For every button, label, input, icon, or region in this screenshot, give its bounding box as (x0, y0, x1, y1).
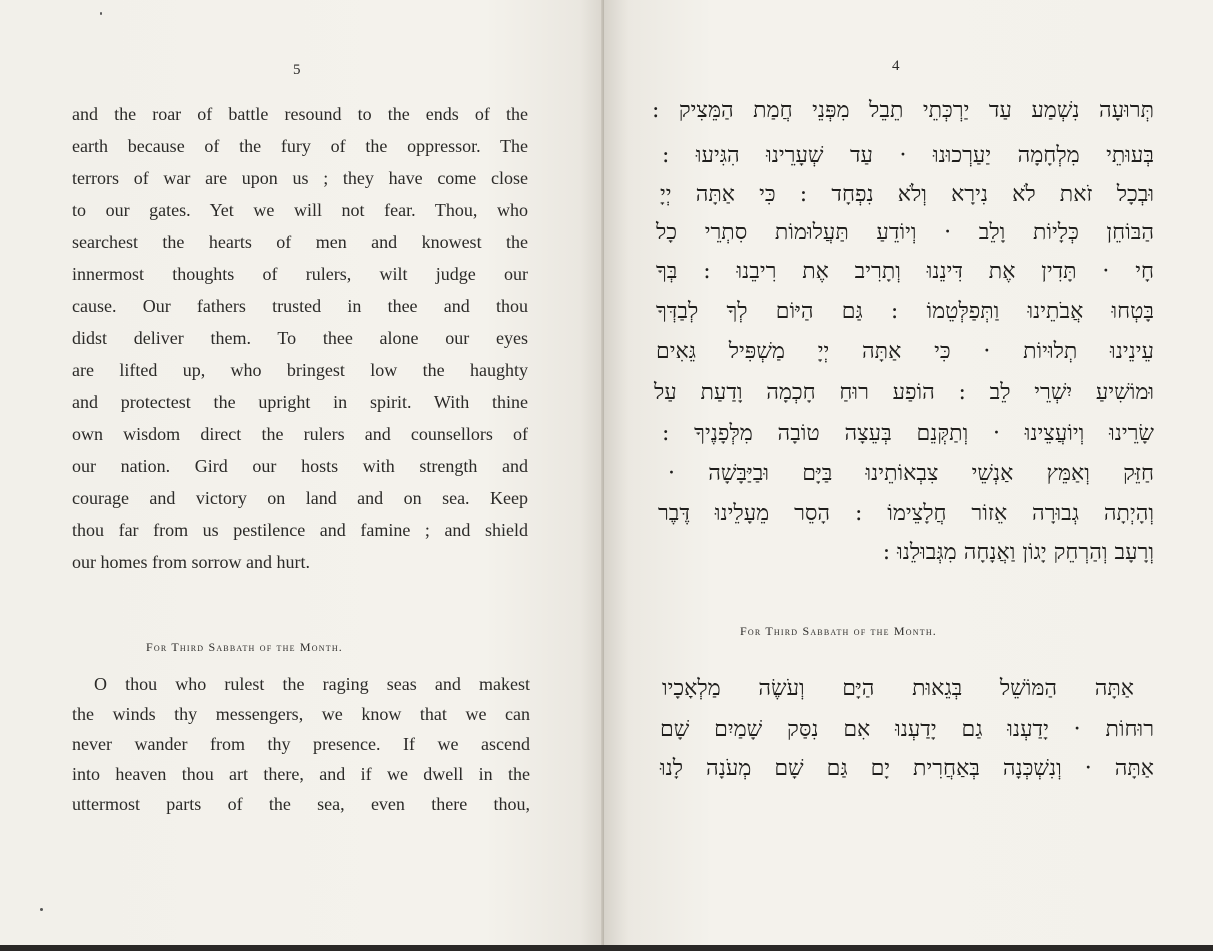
text-line: שָׂרֵינוּ וְיוֹעֲצֵינוּ · וְתַקְּנֵם בְּעֵצָה טוֹבָה מִלְּפָנֶיךָ : (662, 421, 1154, 446)
text-line: and protectest the upright in spirit. With thine (72, 392, 528, 412)
text-line: הַבּוֹחֵן כְּלָיוֹת וָלֵב · וְיוֹדֵעַ תַּעֲלוּמוֹת סִתְרֵי כָל (656, 220, 1154, 245)
text-line: our nation. Gird our hosts with strength and (72, 456, 528, 476)
text-line: אַתָּה הַמּוֹשֵׁל בְּגֵאוּת הַיָּם וְעֹשֶׂה מַלְאָכָיו (662, 676, 1134, 701)
text-line: אַתָּה · וְנִשְׁכְּנָה בְּאַחֲרִית יָם גַּם שָׁם מְעֹנָה לָנוּ (660, 756, 1154, 781)
right-page (604, 0, 1213, 945)
text-line: תְּרוּעָה נִשְׁמַע עַד יַרְכְּתֵי תֵבֵל מִפְּנֵי חֲמַת הַמֵּצִיק : (652, 98, 1154, 123)
text-line: חַזֵּק וְאַמֵּץ אַנְשֵׁי צִבְאוֹתֵינוּ בַּיָּם וּבַיַּבָּשָׁה · (668, 461, 1154, 486)
text-line: חָי · תָּדִין אֶת דִּינֵנוּ וְתָרִיב אֶת רִיבֵנוּ : בְּךָ (656, 259, 1155, 284)
text-line: וּבְכָל זֹאת לֹא נִירָא וְלֹא נִפְחָד : כִּי אַתָּה יְיָ (660, 182, 1154, 207)
section-heading-left: For Third Sabbath of the Month. (146, 640, 343, 654)
page-number-right: 4 (892, 58, 900, 74)
text-line: וּמוֹשִׁיעַ יִשְׁרֵי לֵב : הוֹפַע רוּחַ חָכְמָה וָדַעַת עַל (654, 380, 1154, 405)
text-line: courage and victory on land and on sea. Keep (72, 488, 528, 508)
text-line: earth because of the fury of the oppressor. The (72, 136, 528, 156)
page-number-left: 5 (293, 62, 301, 78)
text-line: to our gates. Yet we will not fear. Thou, who (72, 200, 528, 220)
text-line: uttermost parts of the sea, even there thou, (72, 794, 530, 814)
text-line: וְהָיְתָה גְבוּרָה אֵזוֹר חֲלָצֵימוֹ : הָסֵר מֵעָלֵינוּ דֶּבֶר (658, 501, 1154, 526)
text-line: innermost thoughts of rulers, wilt judge our (72, 264, 528, 284)
text-line: searchest the hearts of men and knowest the (72, 232, 528, 252)
text-line: terrors of war are upon us ; they have come close (72, 168, 528, 188)
text-line: cause. Our fathers trusted in thee and thou (72, 296, 528, 316)
text-line: into heaven thou art there, and if we dwell in the (72, 764, 530, 784)
text-line: didst deliver them. To thee alone our eyes (72, 328, 528, 348)
left-page (0, 0, 604, 945)
text-line: עֵינֵינוּ תְלוּיוֹת · כִּי אַתָּה יְיָ מַשְׁפִּיל גֵּאִים (656, 339, 1154, 364)
section-heading-right: For Third Sabbath of the Month. (740, 624, 937, 638)
text-line: the winds thy messengers, we know that we can (72, 704, 530, 724)
text-line: וְרָעָב וְהַרְחֵק יָגוֹן וַאֲנָחָה מִגְּבוּלֵנוּ : (882, 540, 1154, 565)
text-line: own wisdom direct the rulers and counsellors of (72, 424, 528, 444)
text-line: and the roar of battle resound to the ends of the (72, 104, 528, 124)
text-line: never wander from thy presence. If we ascend (72, 734, 530, 754)
text-line: רוּחוֹת · יָדַעְנוּ גַם יָדַעְנוּ אִם נִסַּק שָׁמַיִם שָׁם (660, 717, 1154, 742)
print-speck (100, 12, 102, 15)
text-line: בָּטְחוּ אֲבֹתֵינוּ וַתְּפַלְּטֵמוֹ : גַּם הַיּוֹם לְךָ לְבַדְּךָ (656, 299, 1154, 324)
text-line: thou far from us pestilence and famine ; and shield (72, 520, 528, 540)
text-line: are lifted up, who bringest low the haughty (72, 360, 528, 380)
text-line: O thou who rulest the raging seas and makest (94, 674, 530, 694)
text-line: our homes from sorrow and hurt. (72, 552, 310, 572)
print-speck (40, 908, 43, 911)
text-line: בְּעוּתֵי מִלְחָמָה יַעַרְכוּנוּ · עַד שְׁעָרֵינוּ הִגִּיעוּ : (662, 143, 1154, 168)
